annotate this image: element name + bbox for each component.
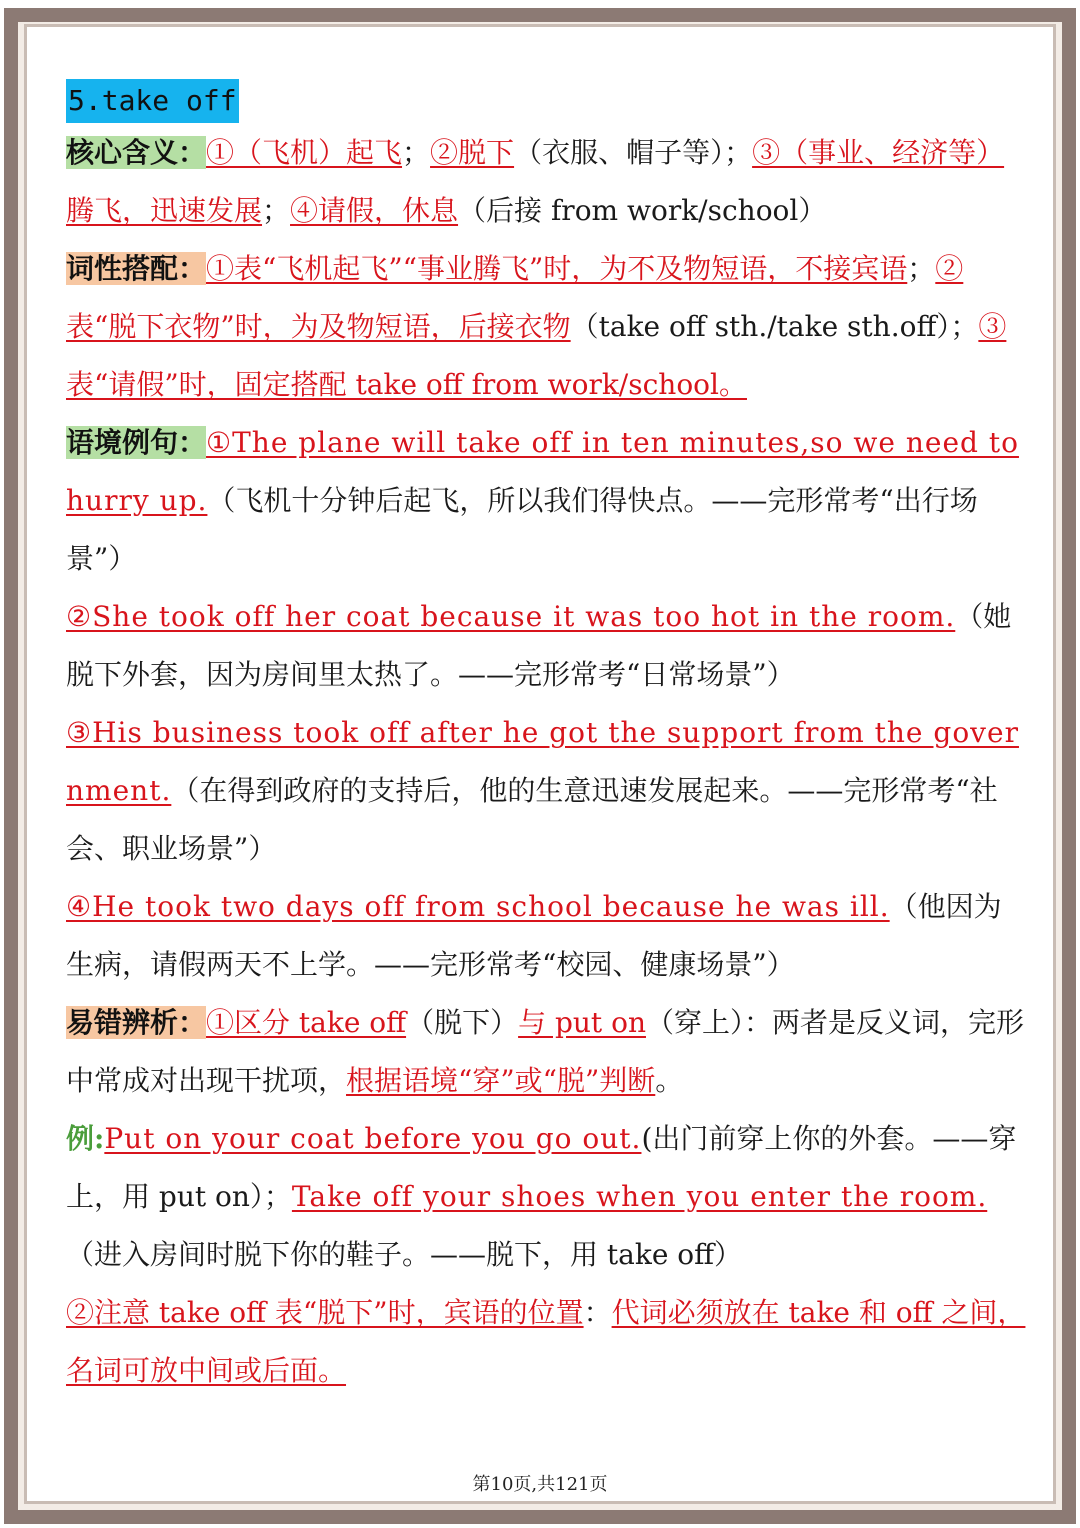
pos-1: ①表“飞机起飞”“事业腾飞”时，为不及物短语，不接宾语 <box>206 252 908 285</box>
analysis-1-note: （脱下） <box>406 1006 519 1039</box>
example-paragraph-3 <box>66 704 1026 878</box>
example-label: 例: <box>66 1122 105 1155</box>
analysis-example-1: Put on your coat before you go out. <box>104 1122 642 1155</box>
analysis-paragraph <box>66 994 1026 1110</box>
meaning-2: ②脱下 <box>430 136 515 169</box>
analysis-label: 易错辨析： <box>66 1006 207 1039</box>
pos-2: ②表“脱下衣物”时，为及物短语，后接衣物 <box>66 252 964 343</box>
example-4: ④He took two days off from school because he was ill. <box>66 890 890 923</box>
analysis-example-1-translation: (出门前穿上你的外套。——穿上，用 put on）； <box>66 1122 1017 1213</box>
sep: ； <box>907 252 936 285</box>
example-2: ②She took off her coat because it was too hot in the room. <box>66 600 956 633</box>
example-3-translation: （在得到政府的支持后，他的生意迅速发展起来。——完形常考“社会、职业场景”） <box>66 774 998 865</box>
page-number: 第10页,共121页 <box>472 1474 608 1495</box>
example-1-translation: （飞机十分钟后起飞，所以我们得快点。——完形常考“出行场景”） <box>66 484 978 575</box>
pos-2-note: （take off sth./take sth.off）； <box>570 310 979 343</box>
example-4-translation: （他因为生病，请假两天不上学。——完形常考“校园、健康场景”） <box>66 890 1002 981</box>
example-2-translation: （她脱下外套，因为房间里太热了。——完形常考“日常场景”） <box>66 600 1012 691</box>
example-1: ①The plane will take off in ten minutes,so we need to hurry up. <box>66 426 1019 517</box>
meaning-1: ①（飞机）起飞 <box>206 136 403 169</box>
meaning-2-note: （衣服、帽子等）； <box>514 136 753 169</box>
analysis-example-paragraph <box>66 1110 1026 1284</box>
core-meaning-paragraph <box>66 124 1026 240</box>
analysis-1b: 与 put on <box>518 1006 646 1039</box>
example-paragraph-4 <box>66 878 1026 994</box>
analysis-2-sep: ： <box>583 1296 612 1329</box>
analysis-paragraph-2 <box>66 1284 1026 1400</box>
pos-3: ③表“请假”时，固定搭配 take off from work/school。 <box>66 310 1007 401</box>
section-title: 5.take off <box>66 79 239 123</box>
analysis-1-end: 。 <box>655 1064 684 1097</box>
document-body <box>66 78 1026 1400</box>
analysis-2: ②注意 take off 表“脱下”时，宾语的位置 <box>66 1296 584 1329</box>
examples-label: 语境例句： <box>66 426 207 459</box>
example-paragraph-2 <box>66 588 1026 704</box>
sep: ； <box>402 136 431 169</box>
meaning-4: ④请假，休息 <box>290 194 459 227</box>
analysis-example-2-translation: （进入房间时脱下你的鞋子。——脱下，用 take off） <box>66 1238 743 1271</box>
analysis-example-2: Take off your shoes when you enter the room. <box>291 1180 988 1213</box>
section-heading <box>66 78 1026 124</box>
analysis-1c: 根据语境“穿”或“脱”判断 <box>346 1064 656 1097</box>
pos-label: 词性搭配： <box>66 252 207 285</box>
meaning-4-note: （后接 from work/school） <box>458 194 827 227</box>
core-meaning-label: 核心含义： <box>66 136 207 169</box>
example-3: ③His business took off after he got the support from the government. <box>66 716 1019 807</box>
meaning-3: ③（事业、经济等）腾飞，迅速发展 <box>66 136 1005 227</box>
analysis-2b: 代词必须放在 take 和 off 之间，名词可放中间或后面。 <box>66 1296 1026 1387</box>
sep: ； <box>262 194 291 227</box>
analysis-1: ①区分 take off <box>206 1006 407 1039</box>
analysis-1b-note: （穿上）：两者是反义词，完形中常成对出现干扰项， <box>66 1006 1024 1097</box>
example-paragraph-1 <box>66 414 1026 588</box>
pos-paragraph <box>66 240 1026 414</box>
